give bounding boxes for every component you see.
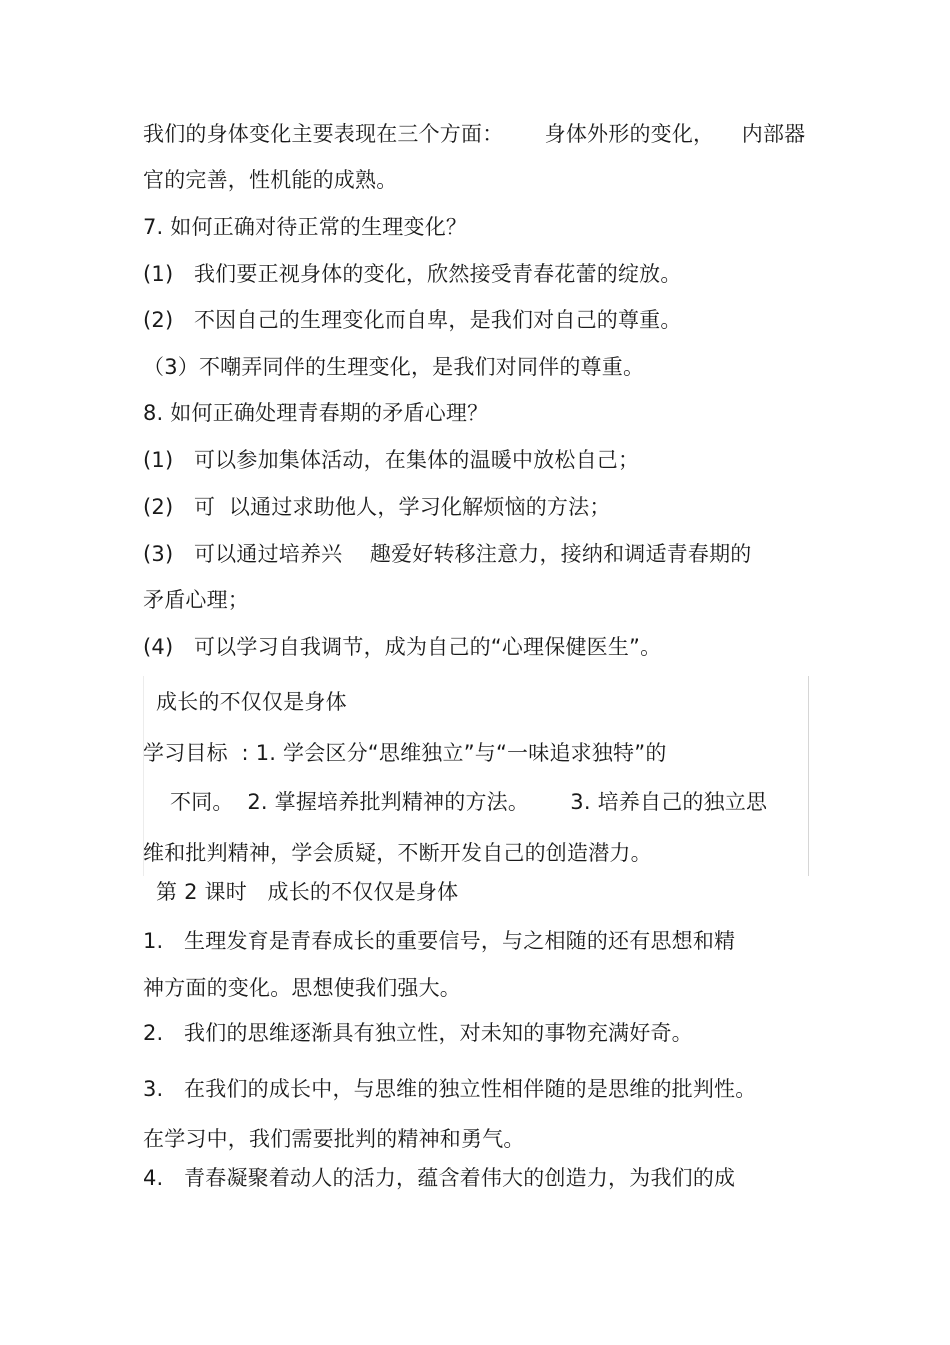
list-item: 4. 青春凝聚着动人的活力，蕴含着伟大的创造力，为我们的成 bbox=[143, 1166, 736, 1190]
question-heading-7: 7. 如何正确对待正常的生理变化？ bbox=[143, 215, 468, 239]
lesson-heading: 第 2 课时 成长的不仅仅是身体 bbox=[156, 880, 459, 904]
learning-goals-line: 学习目标 : 1. 学会区分“思维独立”与“一味追求独特”的 bbox=[143, 741, 667, 765]
list-item: (1) 可以参加集体活动，在集体的温暖中放松自己； bbox=[143, 448, 640, 472]
list-item: (2) 可 以通过求助他人，学习化解烦恼的方法； bbox=[143, 495, 611, 519]
list-item: （3）不嘲弄同伴的生理变化，是我们对同伴的尊重。 bbox=[143, 355, 645, 379]
paragraph-line: 我们的身体变化主要表现在三个方面： 身体外形的变化， 内部器 bbox=[143, 122, 806, 146]
list-item: 1. 生理发育是青春成长的重要信号，与之相随的还有思想和精 bbox=[143, 929, 736, 953]
learning-goals-line: 维和批判精神，学会质疑，不断开发自己的创造潜力。 bbox=[143, 841, 652, 865]
list-item-continued: 神方面的变化。思想使我们强大。 bbox=[143, 976, 461, 1000]
section-title: 成长的不仅仅是身体 bbox=[156, 690, 347, 714]
list-item-continued: 矛盾心理； bbox=[143, 588, 249, 612]
list-item: (2) 不因自己的生理变化而自卑，是我们对自己的尊重。 bbox=[143, 308, 682, 332]
question-heading-8: 8. 如何正确处理青春期的矛盾心理？ bbox=[143, 401, 489, 425]
list-item: (1) 我们要正视身体的变化，欣然接受青春花蕾的绽放。 bbox=[143, 262, 682, 286]
list-item: 2. 我们的思维逐渐具有独立性，对未知的事物充满好奇。 bbox=[143, 1021, 693, 1045]
paragraph-line: 官的完善，性机能的成熟。 bbox=[143, 168, 398, 192]
list-item: (4) 可以学习自我调节，成为自己的“心理保健医生”。 bbox=[143, 635, 662, 659]
learning-goals-line: 不同。 2. 掌握培养批判精神的方法。 3. 培养自己的独立思 bbox=[170, 790, 768, 814]
list-item: 3. 在我们的成长中，与思维的独立性相伴随的是思维的批判性。 bbox=[143, 1077, 757, 1101]
list-item-continued: 在学习中，我们需要批判的精神和勇气。 bbox=[143, 1127, 525, 1151]
list-item: (3) 可以通过培养兴 趣爱好转移注意力，接纳和调适青春期的 bbox=[143, 542, 752, 566]
